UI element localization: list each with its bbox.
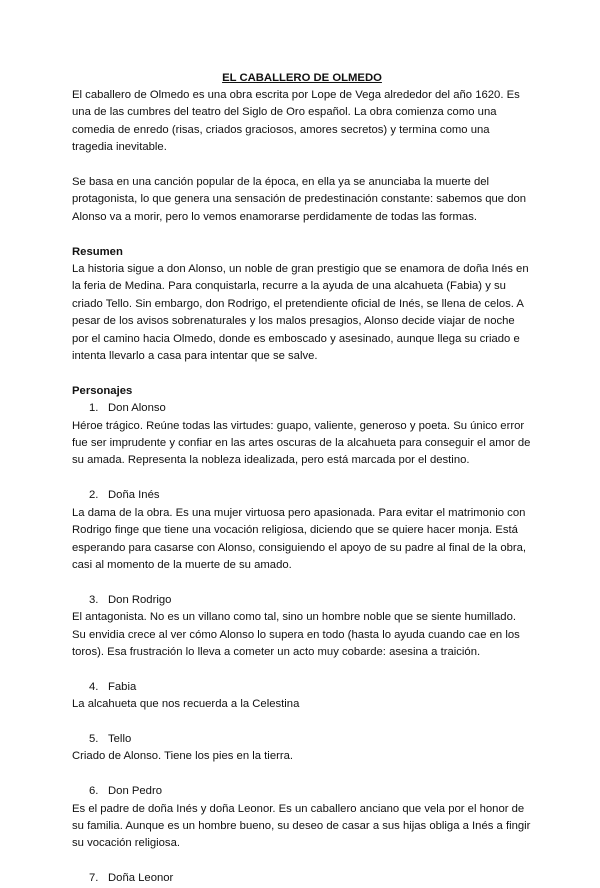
character-number: 7. [89, 872, 99, 885]
personajes-heading: Personajes [72, 384, 133, 397]
character-heading [72, 679, 532, 696]
character-name: Tello [108, 732, 132, 745]
character-entry [72, 487, 532, 574]
document-title: EL CABALLERO DE OLMEDO [222, 72, 382, 84]
character-description: La dama de la obra. Es una mujer virtuosa pero apasionada. Para evitar el matrimonio con Rodrigo finge que tiene una vocación religiosa, diciendo que se quiere hacer monja. Está esperando para casarse con Alonso, consiguiendo el apoyo de su padre al final de la obra, casi al momento de la muerte de su amado. [72, 506, 527, 571]
character-name: Don Rodrigo [108, 593, 172, 606]
intro-paragraph-1: El caballero de Olmedo es una obra escrita por Lope de Vega alrededor del año 1620. Es una de las cumbres del teatro del Siglo de Oro español. La obra comienza como una comedia de enredo (risas, criados graciosos, amores secretos) y termina como una tragedia inevitable. [72, 89, 520, 154]
character-number: 3. [89, 593, 99, 606]
character-number: 2. [89, 489, 99, 502]
character-entry [72, 783, 532, 853]
character-entry [72, 679, 532, 714]
character-heading [72, 783, 532, 800]
resumen-heading: Resumen [72, 245, 123, 258]
character-name: Don Pedro [108, 785, 163, 798]
character-name: Doña Leonor [108, 872, 174, 885]
character-name: Don Alonso [108, 402, 166, 415]
character-description: Es el padre de doña Inés y doña Leonor. Es un caballero anciano que vela por el honor de su familia. Aunque es un hombre bueno, su deseo de casar a sus hijas obliga a Inés a fingir su vocación religiosa. [72, 802, 531, 850]
character-entry [72, 400, 532, 470]
spacer [72, 365, 532, 382]
spacer [72, 766, 532, 783]
spacer [72, 853, 532, 870]
spacer [72, 574, 532, 591]
character-description: El antagonista. No es un villano como tal, sino un hombre noble que se siente humillado. Su envidia crece al ver cómo Alonso lo supera en todo (hasta lo ayuda cuando cae en los toros). Esa frustración lo lleva a cometer un acto muy cobarde: asesina a traición. [72, 611, 520, 658]
spacer [72, 470, 532, 487]
character-entry [72, 592, 532, 662]
character-heading [72, 592, 532, 609]
spacer [72, 157, 532, 174]
spacer [72, 661, 532, 678]
character-description: Héroe trágico. Reúne todas las virtudes: guapo, valiente, generoso y poeta. Su único error fue ser imprudente y confiar en las artes oscuras de la alcahueta para conseguir el amor de su amada. Representa la nobleza idealizada, pero está marcada por el destino. [72, 419, 531, 467]
spacer [72, 714, 532, 731]
intro-paragraph-2: Se basa en una canción popular de la época, en ella ya se anunciaba la muerte del protagonista, lo que genera una sensación de predestinación constante: sabemos que don Alonso va a morir, pero lo vemos enamorarse perdidamente de todas las formas. [72, 176, 527, 223]
character-entry [72, 731, 532, 766]
character-description: Criado de Alonso. Tiene los pies en la tierra. [72, 750, 294, 763]
resumen-text: La historia sigue a don Alonso, un noble de gran prestigio que se enamora de doña Inés en la feria de Medina. Para conquistarla, recurre a la ayuda de una alcahueta (Fabia) y su criado Tello. Sin embargo, don Rodrigo, el pretendiente oficial de Inés, se llena de celos. A pesar de los avisos sobrenaturales y los malos presagios, Alonso decide viajar de noche por el camino hacia Olmedo, donde es emboscado y asesinado, aunque llega su criado e intenta llevarlo a casa para intentar que se salve. [72, 263, 529, 363]
character-heading [72, 487, 532, 504]
character-name: Fabia [108, 680, 137, 693]
character-number: 4. [89, 680, 99, 693]
document-page [72, 70, 532, 888]
character-number: 1. [89, 402, 99, 415]
character-heading [72, 731, 532, 748]
character-number: 6. [89, 785, 99, 798]
spacer [72, 226, 532, 243]
character-heading [72, 400, 532, 417]
character-heading [72, 870, 532, 887]
character-name: Doña Inés [108, 489, 160, 502]
character-number: 5. [89, 732, 99, 745]
character-description: La alcahueta que nos recuerda a la Celestina [72, 698, 300, 711]
character-entry [72, 870, 532, 887]
